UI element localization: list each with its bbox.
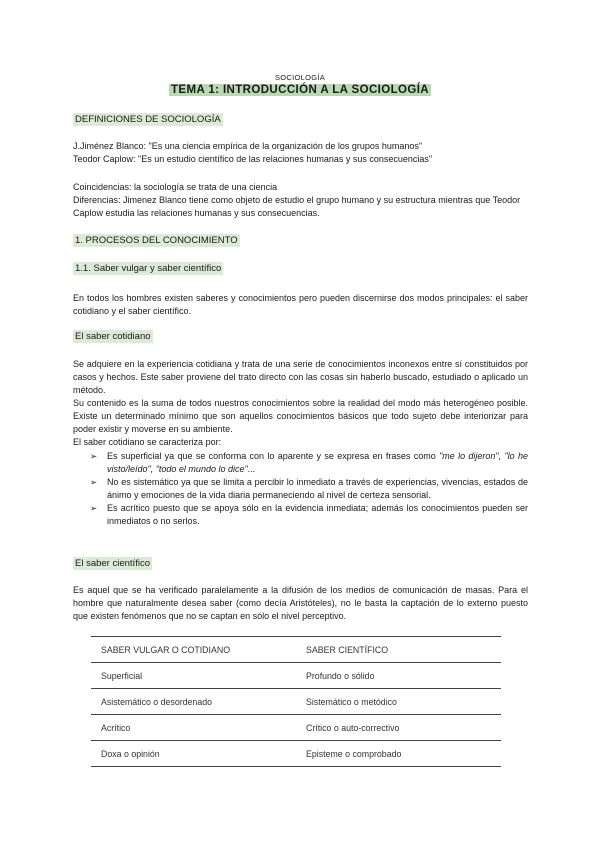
table-row (91, 715, 501, 741)
arrow-bullet-icon: ➢ (90, 503, 98, 513)
table-cell: Asistemático o desordenado (91, 689, 296, 715)
table-cell: Doxa o opinión (91, 741, 296, 767)
characteristics-list (90, 450, 528, 528)
everyday-knowledge-heading (73, 331, 153, 342)
definitions-heading (73, 114, 223, 125)
definitions-heading-text: DEFINICIONES DE SOCIOLOGÍA (75, 114, 221, 125)
differences-text: Diferencias: Jimenez Blanco tiene como objeto de estudio el grupo humano y su estructura mientras que Teodor Caplow estudia las relaciones humanas y sus consecuencias. (73, 195, 521, 218)
definition-caplow: Teodor Caplow: "Es un estudio científico de las relaciones humanas y sus consecuencias" (73, 154, 433, 164)
table-cell: Episteme o comprobado (296, 741, 501, 767)
everyday-paragraph-2: Su contenido es la suma de todos nuestros conocimientos sobre la realidad del modo más heterogéneo posible. Existe un determinado mínimo que son aquellos conocimientos básicos que todo sujeto debe interiorizar para poder existir y moverse en su ambiente. (73, 398, 528, 434)
definition-jimenez: J.Jiménez Blanco: "Es una ciencia empírica de la organización de los grupos humanos" (73, 141, 423, 151)
title-text: TEMA 1: INTRODUCCIÓN A LA SOCIOLOGÍA (170, 84, 430, 96)
subject-label: SOCIOLOGÍA (274, 73, 326, 82)
scientific-knowledge-heading-text: El saber científico (75, 558, 150, 569)
table-header-row (91, 637, 501, 663)
table-row (91, 689, 501, 715)
list-item (90, 502, 528, 528)
section-1-1-heading (73, 263, 223, 274)
bullet-2-text: No es sistemático ya que se limita a percibir lo inmediato a través de experiencias, vivencias, estados de ánimo y emociones de la vida diaria permaneciendo al nivel de certeza sensorial. (107, 477, 528, 500)
bullet-1-text: Es superficial ya que se conforma con lo aparente y se expresa en frases como (107, 451, 440, 461)
scientific-paragraph: Es aquel que se ha verificado paralelamente a la difusión de los medios de comunicación de masas. Para el hombre que naturalmente desea saber (como decía Aristóteles), no le basta la captación de lo externo puesto que existen fenómenos que no se captan en sólo el nivel perceptivo. (73, 585, 528, 621)
table-cell: Profundo o sólido (296, 663, 501, 689)
table-cell: Acrítico (91, 715, 296, 741)
comparison-table (91, 636, 501, 767)
table-header-cell: SABER VULGAR O COTIDIANO (91, 637, 296, 663)
intro-paragraph: En todos los hombres existen saberes y conocimientos pero pueden discernirse dos modos principales: el saber cotidiano y el saber científico. (73, 293, 528, 316)
table-row (91, 663, 501, 689)
table-row (91, 741, 501, 767)
scientific-knowledge-heading (73, 558, 152, 569)
section-1-heading (73, 235, 240, 246)
table-header-cell: SABER CIENTÍFICO (296, 637, 501, 663)
everyday-knowledge-heading-text: El saber cotidiano (75, 331, 151, 342)
coincidences-text: Coincidencias: la sociología se trata de una ciencia (73, 182, 278, 192)
everyday-paragraph-3: El saber cotidiano se caracteriza por: (73, 437, 222, 447)
arrow-bullet-icon: ➢ (90, 451, 98, 461)
section-1-1-heading-text: 1.1. Saber vulgar y saber científico (75, 263, 222, 274)
list-item (90, 476, 528, 502)
bullet-1-quote: "me lo dijeron", "lo he visto/leído", "todo el mundo lo dice" (107, 451, 528, 474)
bullet-1-end: ... (247, 464, 256, 474)
section-1-heading-text: 1. PROCESOS DEL CONOCIMIENTO (75, 235, 238, 246)
table-cell: Crítico o auto-correctivo (296, 715, 501, 741)
bullet-3-text: Es acrítico puesto que se apoya sólo en la evidencia inmediata; además los conocimientos pueden ser inmediatos o no serlos. (107, 503, 528, 526)
table-cell: Superficial (91, 663, 296, 689)
page-title (0, 84, 600, 96)
everyday-paragraph-1: Se adquiere en la experiencia cotidiana y trata de una serie de conocimientos inconexos entre sí constituidos por casos y hechos. Este saber proviene del trato directo con las cosas sin haberlo buscado, estudiado o aplicado un método. (73, 359, 528, 395)
list-item (90, 450, 528, 476)
arrow-bullet-icon: ➢ (90, 477, 98, 487)
table-cell: Sistemático o metódico (296, 689, 501, 715)
